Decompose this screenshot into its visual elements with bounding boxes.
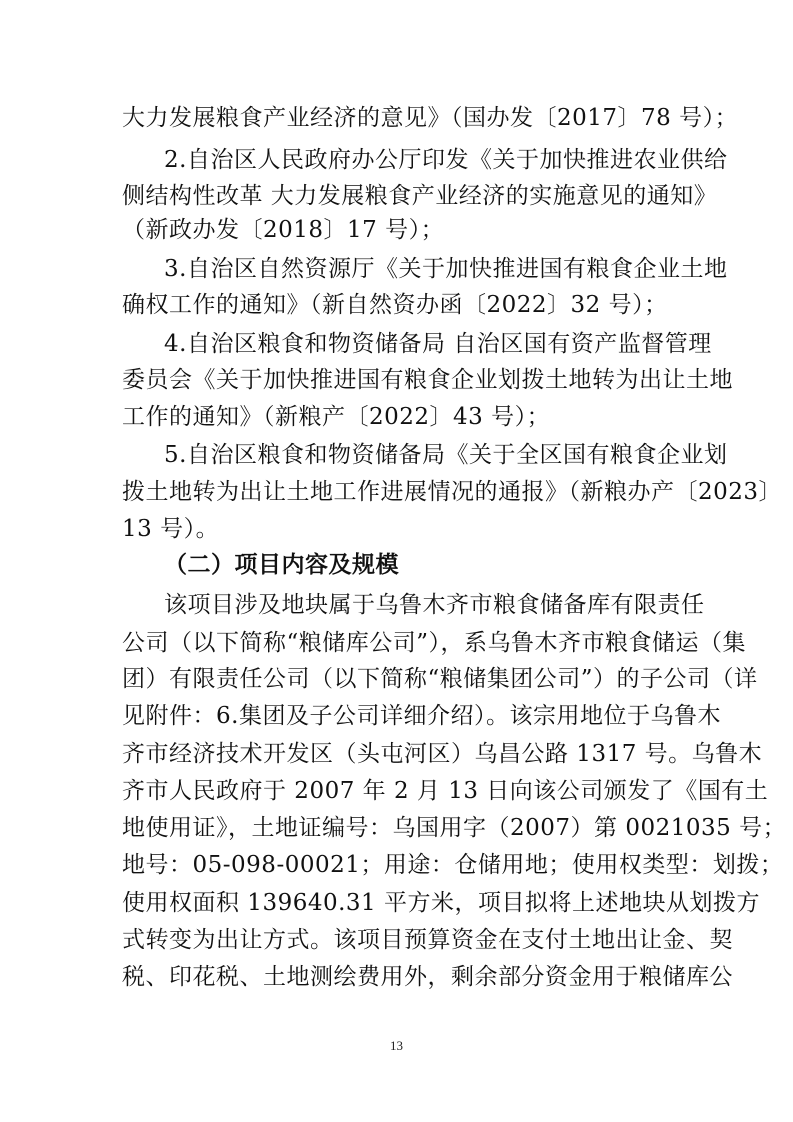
text-line: 3.自治区自然资源厅《关于加快推进国有粮食企业土地 bbox=[164, 256, 728, 282]
text-line: 13 号）。 bbox=[122, 516, 220, 542]
text-line: （新政办发〔2018〕17 号）； bbox=[122, 217, 445, 243]
text-line: 地号：05-098-00021；用途：仓储用地；使用权类型：划拨； bbox=[122, 852, 784, 878]
text-line: 地使用证》，土地证编号：乌国用字（2007）第 0021035 号； bbox=[122, 815, 787, 841]
text-line: 5.自治区粮食和物资储备局《关于全区国有粮食企业划 bbox=[164, 442, 728, 468]
text-line: 工作的通知》（新粮产〔2022〕43 号）； bbox=[122, 404, 551, 430]
text-line: 该项目涉及地块属于乌鲁木齐市粮食储备库有限责任 bbox=[164, 592, 705, 618]
text-line: 团）有限责任公司（以下简称“粮储集团公司”）的子公司（详 bbox=[122, 666, 758, 692]
page-number: 13 bbox=[390, 1038, 403, 1053]
text-line: 大力发展粮食产业经济的意见》（国办发〔2017〕78 号）； bbox=[122, 105, 739, 131]
text-line: 公司（以下简称“粮储库公司”），系乌鲁木齐市粮食储运（集 bbox=[122, 630, 747, 656]
text-line: 式转变为出让方式。该项目预算资金在支付土地出让金、契 bbox=[122, 927, 733, 953]
text-line: 确权工作的通知》（新自然资办函〔2022〕32 号）； bbox=[122, 292, 668, 318]
text-line: 见附件：6.集团及子公司详细介绍）。该宗用地位于乌鲁木 bbox=[122, 703, 721, 729]
text-line: 4.自治区粮食和物资储备局 自治区国有资产监督管理 bbox=[164, 331, 712, 357]
text-line: 侧结构性改革 大力发展粮食产业经济的实施意见的通知》 bbox=[122, 183, 718, 209]
text-line: 税、印花税、土地测绘费用外，剩余部分资金用于粮储库公 bbox=[122, 964, 733, 990]
text-line: 齐市人民政府于 2007 年 2 月 13 日向该公司颁发了《国有土 bbox=[122, 778, 769, 804]
text-line: 委员会《关于加快推进国有粮食企业划拨土地转为出让土地 bbox=[122, 367, 733, 393]
text-line: 2.自治区人民政府办公厅印发《关于加快推进农业供给 bbox=[164, 147, 728, 173]
text-line: 拨土地转为出让土地工作进展情况的通报》（新粮办产〔2023〕 bbox=[122, 479, 783, 505]
text-line: 齐市经济技术开发区（头屯河区）乌昌公路 1317 号。乌鲁木 bbox=[122, 741, 763, 767]
section-heading: （二）项目内容及规模 bbox=[164, 552, 399, 578]
text-line: 使用权面积 139640.31 平方米，项目拟将上述地块从划拨方 bbox=[122, 890, 760, 916]
